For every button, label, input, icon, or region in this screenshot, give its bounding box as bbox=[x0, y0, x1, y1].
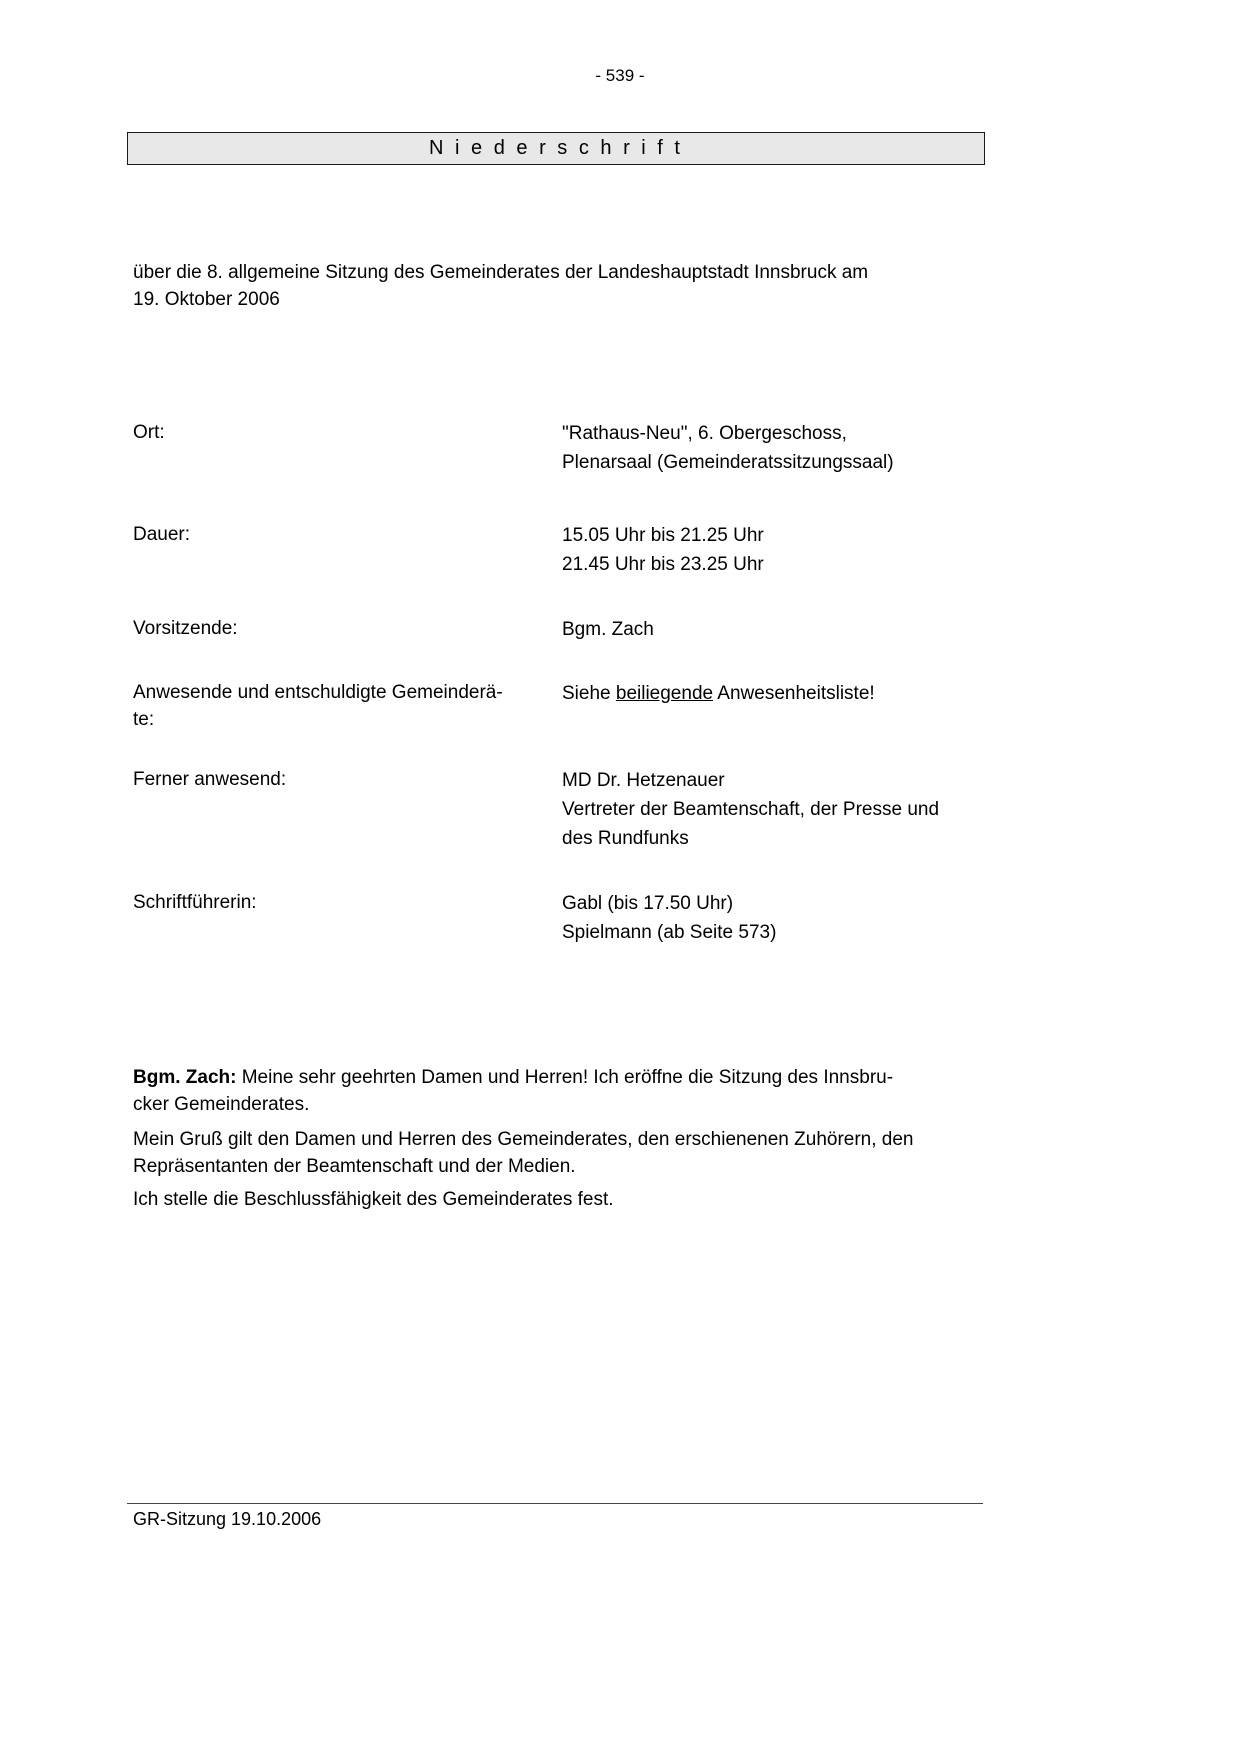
meta-label-anwesende bbox=[133, 679, 562, 733]
body-paragraph-1-line-1-rest: Meine sehr geehrten Damen und Herren! Ich eröffne die Sitzung des Innsbru- bbox=[236, 1067, 894, 1088]
meta-value-ferner-line-1: MD Dr. Hetzenauer bbox=[562, 770, 725, 791]
meta-value-dauer-line-2: 21.45 Uhr bis 23.25 Uhr bbox=[562, 554, 764, 575]
meta-section bbox=[0, 419, 1240, 947]
body-paragraph-1 bbox=[133, 1064, 973, 1118]
meta-row-ort bbox=[0, 419, 1240, 477]
footer-text: GR-Sitzung 19.10.2006 bbox=[133, 1509, 322, 1529]
meta-value-anwesende-underlined: beiliegende bbox=[615, 683, 714, 704]
body-paragraph-2 bbox=[133, 1126, 973, 1180]
meta-value-schriftfuehrerin-line-1: Gabl (bis 17.50 Uhr) bbox=[562, 893, 734, 914]
body-paragraph-2-line-2: Repräsentanten der Beamtenschaft und der Medien. bbox=[133, 1156, 576, 1177]
meta-value-dauer bbox=[562, 521, 1240, 579]
body-paragraph-3: Ich stelle die Beschlussfähigkeit des Gemeinderates fest. bbox=[133, 1189, 614, 1210]
meta-label-dauer: Dauer: bbox=[133, 524, 191, 545]
intro-line-1: über die 8. allgemeine Sitzung des Gemeinderates der Landeshauptstadt Innsbruck am bbox=[133, 262, 869, 283]
meta-row-vorsitzende bbox=[0, 615, 1240, 644]
page-number: - 539 - bbox=[595, 66, 645, 85]
meta-value-ort-line-1: "Rathaus-Neu", 6. Obergeschoss, bbox=[562, 423, 847, 444]
meta-value-dauer-line-1: 15.05 Uhr bis 21.25 Uhr bbox=[562, 525, 764, 546]
meta-label-anwesende-line-1: Anwesende und entschuldigte Gemeinderä- bbox=[133, 682, 503, 703]
meta-row-dauer bbox=[0, 521, 1240, 579]
meta-value-anwesende bbox=[562, 679, 1240, 733]
meta-value-ort-line-2: Plenarsaal (Gemeinderatssitzungssaal) bbox=[562, 452, 894, 473]
meta-value-ort bbox=[562, 419, 1240, 477]
body-paragraph-1-line-1 bbox=[133, 1064, 973, 1091]
document-title-box bbox=[127, 132, 985, 165]
meta-row-schriftfuehrerin bbox=[0, 889, 1240, 947]
meta-row-anwesende bbox=[0, 679, 1240, 733]
document-title: N i e d e r s c h r i f t bbox=[429, 137, 683, 159]
body-paragraph-2-line-1: Mein Gruß gilt den Damen und Herren des Gemeinderates, den erschienenen Zuhörern, den bbox=[133, 1129, 914, 1150]
meta-row-ferner bbox=[0, 766, 1240, 853]
intro-line-2: 19. Oktober 2006 bbox=[133, 289, 280, 310]
meta-value-ferner-line-3: des Rundfunks bbox=[562, 828, 689, 849]
meta-label-ferner: Ferner anwesend: bbox=[133, 769, 287, 790]
meta-value-ferner bbox=[562, 766, 1240, 853]
meta-value-ferner-line-2: Vertreter der Beamtenschaft, der Presse und bbox=[562, 799, 940, 820]
body-text-section bbox=[133, 1064, 973, 1213]
meta-value-schriftfuehrerin bbox=[562, 889, 1240, 947]
page-footer bbox=[127, 1503, 983, 1530]
meta-value-anwesende-suffix: Anwesenheitsliste! bbox=[713, 683, 875, 704]
meta-label-ort: Ort: bbox=[133, 422, 165, 443]
meta-label-anwesende-line-2: te: bbox=[133, 709, 155, 730]
meta-value-anwesende-prefix: Siehe bbox=[562, 683, 616, 704]
body-paragraph-1-line-2: cker Gemeinderates. bbox=[133, 1094, 310, 1115]
intro-paragraph bbox=[133, 259, 1240, 313]
speaker-name: Bgm. Zach: bbox=[133, 1067, 237, 1088]
meta-value-schriftfuehrerin-line-2: Spielmann (ab Seite 573) bbox=[562, 922, 777, 943]
meta-label-schriftfuehrerin: Schriftführerin: bbox=[133, 892, 257, 913]
meta-value-vorsitzende: Bgm. Zach bbox=[562, 619, 654, 640]
meta-label-vorsitzende: Vorsitzende: bbox=[133, 618, 238, 639]
